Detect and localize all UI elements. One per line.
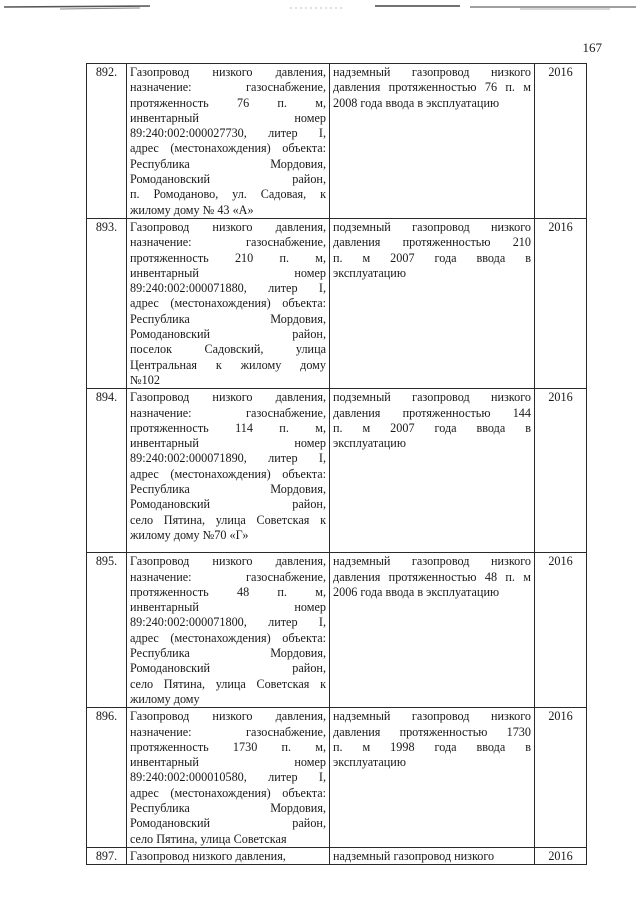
description-line: п. Ромоданово, ул. Садовая, к — [130, 187, 326, 202]
characteristic-line: давления протяженностью 210 — [333, 235, 531, 250]
description-line: инвентарный номер — [130, 436, 326, 451]
object-characteristic — [330, 708, 535, 848]
description-line: инвентарный номер — [130, 600, 326, 615]
row-number: 897. — [87, 847, 127, 864]
object-characteristic — [330, 389, 535, 553]
table-row — [87, 218, 587, 388]
description-line: Центральная к жилому дому — [130, 357, 326, 372]
description-line: адрес (местонахождения) объекта: — [130, 630, 326, 645]
row-number: 895. — [87, 553, 127, 708]
characteristic-line: эксплуатацию — [333, 265, 406, 280]
characteristic-line: 2008 года ввода в эксплуатацию — [333, 95, 500, 110]
property-table — [86, 63, 587, 865]
object-description — [127, 708, 330, 848]
object-description — [127, 389, 330, 553]
table-row — [87, 708, 587, 848]
description-line: протяженность 114 п. м, — [130, 420, 326, 435]
description-line: Газопровод низкого давления, — [130, 709, 326, 724]
characteristic-line: надземный газопровод низкого — [333, 709, 531, 724]
characteristic-line: подземный газопровод низкого — [333, 219, 531, 234]
description-line: Ромодановский район, — [130, 172, 326, 187]
description-line: Ромодановский район, — [130, 661, 326, 676]
table-row — [87, 389, 587, 553]
description-line: адрес (местонахождения) объекта: — [130, 296, 326, 311]
page-number: 167 — [582, 40, 602, 55]
description-line: Республика Мордовия, — [130, 646, 326, 661]
table-row — [87, 553, 587, 708]
description-line: жилому дому — [130, 691, 200, 706]
description-line: назначение: газоснабжение, — [130, 235, 326, 250]
object-characteristic — [330, 218, 535, 388]
description-line: Ромодановский район, — [130, 497, 326, 512]
characteristic-line: эксплуатацию — [333, 755, 406, 770]
row-number: 893. — [87, 218, 127, 388]
description-line: 89:240:002:000010580, литер I, — [130, 770, 326, 785]
row-number: 894. — [87, 389, 127, 553]
description-line: назначение: газоснабжение, — [130, 80, 326, 95]
description-line: Газопровод низкого давления, — [130, 554, 326, 569]
year-cell: 2016 — [535, 389, 587, 553]
description-line: село Пятина, улица Советская к — [130, 512, 326, 527]
description-line: село Пятина, улица Советская к — [130, 676, 326, 691]
row-number: 896. — [87, 708, 127, 848]
characteristic-line: давления протяженностью 144 — [333, 405, 531, 420]
description-line: Республика Мордовия, — [130, 311, 326, 326]
description-line: инвентарный номер — [130, 755, 326, 770]
description-line: назначение: газоснабжение, — [130, 724, 326, 739]
description-line: назначение: газоснабжение, — [130, 405, 326, 420]
description-line: Газопровод низкого давления, — [130, 219, 326, 234]
characteristic-line: надземный газопровод низкого — [333, 554, 531, 569]
description-line: назначение: газоснабжение, — [130, 569, 326, 584]
object-characteristic — [330, 553, 535, 708]
description-line: адрес (местонахождения) объекта: — [130, 141, 326, 156]
description-line: Республика Мордовия, — [130, 482, 326, 497]
description-line: адрес (местонахождения) объекта: — [130, 785, 326, 800]
characteristic-line: п. м 2007 года ввода в — [333, 420, 531, 435]
description-line: Ромодановский район, — [130, 816, 326, 831]
characteristic-line: надземный газопровод низкого — [333, 65, 531, 79]
year-cell: 2016 — [535, 847, 587, 864]
characteristic-line: эксплуатацию — [333, 436, 406, 451]
description-line: 89:240:002:000071890, литер I, — [130, 451, 326, 466]
description-line: инвентарный номер — [130, 265, 326, 280]
characteristic-line: подземный газопровод низкого — [333, 390, 531, 405]
object-characteristic — [330, 64, 535, 219]
description-line: адрес (местонахождения) объекта: — [130, 466, 326, 481]
description-line: 89:240:002:000071800, литер I, — [130, 615, 326, 630]
description-line: Ромодановский район, — [130, 327, 326, 342]
table-row — [87, 64, 587, 219]
characteristic-line: п. м 1998 года ввода в — [333, 739, 531, 754]
object-characteristic — [330, 847, 535, 864]
description-line: Газопровод низкого давления, — [130, 848, 286, 863]
description-line: поселок Садовский, улица — [130, 342, 326, 357]
description-line: Республика Мордовия, — [130, 800, 326, 815]
description-line: 89:240:002:000027730, литер I, — [130, 126, 326, 141]
object-description — [127, 218, 330, 388]
year-cell: 2016 — [535, 553, 587, 708]
year-cell: 2016 — [535, 64, 587, 219]
description-line: Газопровод низкого давления, — [130, 65, 326, 79]
table-row — [87, 847, 587, 864]
year-cell: 2016 — [535, 218, 587, 388]
row-number: 892. — [87, 64, 127, 219]
characteristic-line: давления протяженностью 1730 — [333, 724, 531, 739]
characteristic-line: давления протяженностью 76 п. м — [333, 80, 531, 95]
description-line: протяженность 76 п. м, — [130, 95, 326, 110]
description-line: жилому дому №70 «Г» — [130, 527, 249, 542]
scan-artifact-top — [0, 2, 640, 12]
description-line: жилому дому № 43 «А» — [130, 202, 254, 217]
description-line: протяженность 1730 п. м, — [130, 739, 326, 754]
characteristic-line: давления протяженностью 48 п. м — [333, 569, 531, 584]
description-line: 89:240:002:000071880, литер I, — [130, 281, 326, 296]
object-description — [127, 64, 330, 219]
description-line: №102 — [130, 372, 160, 387]
characteristic-line: 2006 года ввода в эксплуатацию — [333, 584, 500, 599]
description-line: протяженность 210 п. м, — [130, 250, 326, 265]
characteristic-line: п. м 2007 года ввода в — [333, 250, 531, 265]
description-line: инвентарный номер — [130, 110, 326, 125]
object-description — [127, 847, 330, 864]
description-line: Республика Мордовия, — [130, 156, 326, 171]
year-cell: 2016 — [535, 708, 587, 848]
description-line: протяженность 48 п. м, — [130, 584, 326, 599]
description-line: село Пятина, улица Советская — [130, 831, 287, 846]
description-line: Газопровод низкого давления, — [130, 390, 326, 405]
object-description — [127, 553, 330, 708]
characteristic-line: надземный газопровод низкого — [333, 848, 495, 863]
